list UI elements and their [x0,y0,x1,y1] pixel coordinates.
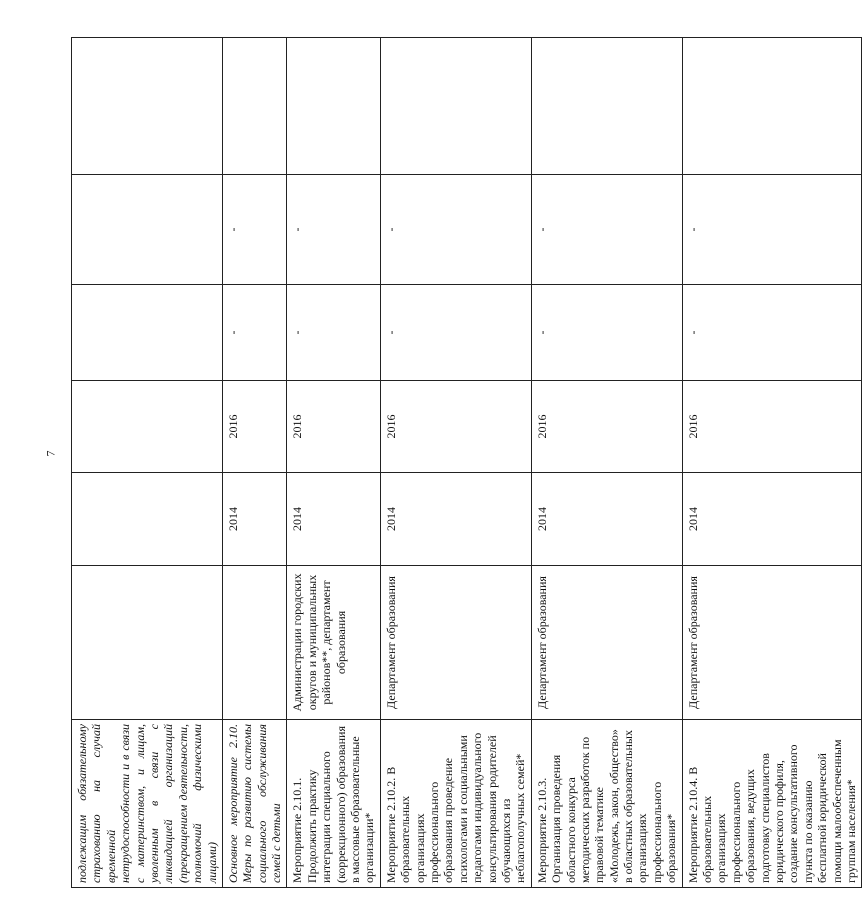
end-year-cell: 2016 [222,381,287,473]
note-cell [531,38,682,175]
end-year-cell: 2016 [531,381,682,473]
program-table [71,37,862,888]
executor-cell [222,566,287,720]
indicator-cell: - [531,175,682,285]
indicator-cell: - [380,175,531,285]
note-cell [287,38,380,175]
start-year-cell: 2014 [531,473,682,566]
note-cell [380,38,531,175]
note-cell [72,38,223,175]
table-row [682,38,862,888]
table-body [72,38,862,888]
start-year-cell: 2014 [287,473,380,566]
note-cell [682,38,862,175]
end-year-cell [72,381,223,473]
indicator-cell: - [380,285,531,381]
indicator-cell [72,285,223,381]
table-row [380,38,531,888]
indicator-cell: - [287,175,380,285]
measure-cell: Мероприятие 2.10.2. В образовательных организациях профессионального образования проведение психологами и социальными педагогами индивидуального консультирования родителей обучающихся из неблагополучных семей* [380,720,531,888]
indicator-cell: - [222,285,287,381]
executor-cell: Департамент образования [380,566,531,720]
indicator-cell [72,175,223,285]
table-row [287,38,380,888]
indicator-cell: - [531,285,682,381]
start-year-cell: 2014 [682,473,862,566]
end-year-cell: 2016 [682,381,862,473]
measure-cell: Основное мероприятие 2.10. Меры по развитию системы социального обслуживания семей с детьми [222,720,287,888]
measure-cell: подлежащим обязательному страхованию на случай временной нетрудоспособности и в связи с материнством, и лицам, уволенным в связи с ликвидацией организаций (прекращением деятельности, полномочий физическими лицами) [72,720,223,888]
end-year-cell: 2016 [287,381,380,473]
start-year-cell: 2014 [380,473,531,566]
measure-cell: Мероприятие 2.10.3. Организация проведения областного конкурса методических разработок по правовой тематике «Молодежь, закон, общество» в областных образовательных организациях профессионального образования* [531,720,682,888]
start-year-cell [72,473,223,566]
indicator-cell: - [682,285,862,381]
measure-cell: Мероприятие 2.10.4. В образовательных организациях профессионального образования, ведущих подготовку специалистов юридического профиля, создание консультативного пункта по оказанию бесплатной юридической помощи малообеспеченным группам населения* [682,720,862,888]
start-year-cell: 2014 [222,473,287,566]
page-number: 7 [43,450,58,457]
table-row [72,38,223,888]
indicator-cell: - [682,175,862,285]
executor-cell: Департамент образования [682,566,862,720]
end-year-cell: 2016 [380,381,531,473]
indicator-cell: - [287,285,380,381]
executor-cell [72,566,223,720]
table-row [222,38,287,888]
executor-cell: Департамент образования [531,566,682,720]
table-row [531,38,682,888]
executor-cell: Администрации городских округов и муниципальных районов**, департамент образования [287,566,380,720]
indicator-cell: - [222,175,287,285]
measure-cell: Мероприятие 2.10.1. Продолжить практику интеграции специального (коррекционного) образования в массовые образовательные организации* [287,720,380,888]
note-cell [222,38,287,175]
rotated-page [71,38,858,888]
